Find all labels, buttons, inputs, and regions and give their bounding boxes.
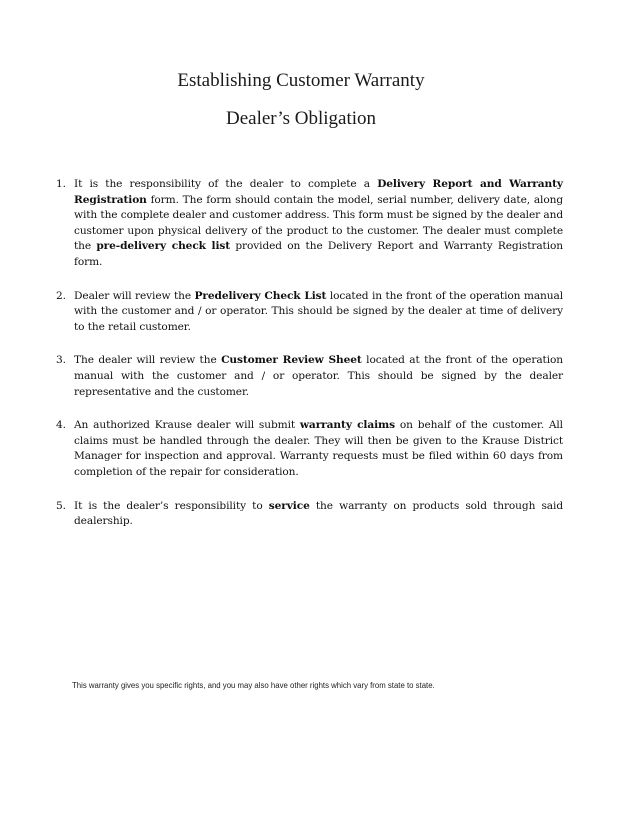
bold-term: Delivery Report and Warranty Registration [74,178,563,206]
text-run: the warranty on products sold through said dealership. [74,499,563,528]
text-run: form. The form should contain the model, serial number, delivery date, along with the complete dealer and customer address. This form must be signed by the dealer and customer upon physical delivery of the product to the customer. The dealer must complete the [74,193,563,253]
text-run: An authorized Krause dealer will submit [74,419,300,432]
footer-note: This warranty gives you specific rights, and you may also have other rights which vary from state to state. [72,681,435,690]
text-run: It is the responsibility of the dealer to complete a [74,178,378,190]
text-run: provided on the Delivery Report and Warranty Registration form. [74,240,563,268]
item-text [74,354,563,397]
bold-term: Customer Review Sheet [221,354,362,367]
item-number: 4. [56,419,66,432]
text-run: located in the front of the operation manual with the customer and / or operator. This should be signed by the dealer at time of delivery to the retail customer. [74,289,563,333]
obligation-item [56,289,563,336]
obligation-item [56,418,563,480]
text-run: It is the dealer’s responsibility to [74,499,269,512]
text-run: on behalf of the customer. All claims must be handled through the dealer. They will then be given to the Krause District Manager for inspection and approval. Warranty requests must be filed within 60 days from completion of the repair for consideration. [74,419,563,478]
obligations-list [56,177,563,530]
item-text [74,500,563,528]
text-run: located at the front of the operation manual with the customer and / or operator. This should be signed by the dealer representative and the customer. [74,354,563,398]
page-title: Establishing Customer Warranty [177,70,425,91]
obligation-item [56,353,563,400]
item-number: 3. [56,354,66,367]
bold-term: service [268,499,310,512]
text-run: Dealer will review the [74,289,195,302]
bold-term: warranty claims [299,419,396,432]
page-subtitle: Dealer’s Obligation [225,108,377,129]
bold-term: Predelivery Check List [194,289,327,302]
obligation-item [56,499,563,530]
item-text [74,178,563,268]
item-text [74,290,563,333]
item-number: 5. [56,499,66,512]
item-text [74,419,563,478]
obligation-item [56,177,563,271]
item-number: 1. [56,178,66,190]
item-number: 2. [56,289,66,302]
text-run: The dealer will review the [74,354,222,367]
bold-term: pre-delivery check list [96,240,231,253]
